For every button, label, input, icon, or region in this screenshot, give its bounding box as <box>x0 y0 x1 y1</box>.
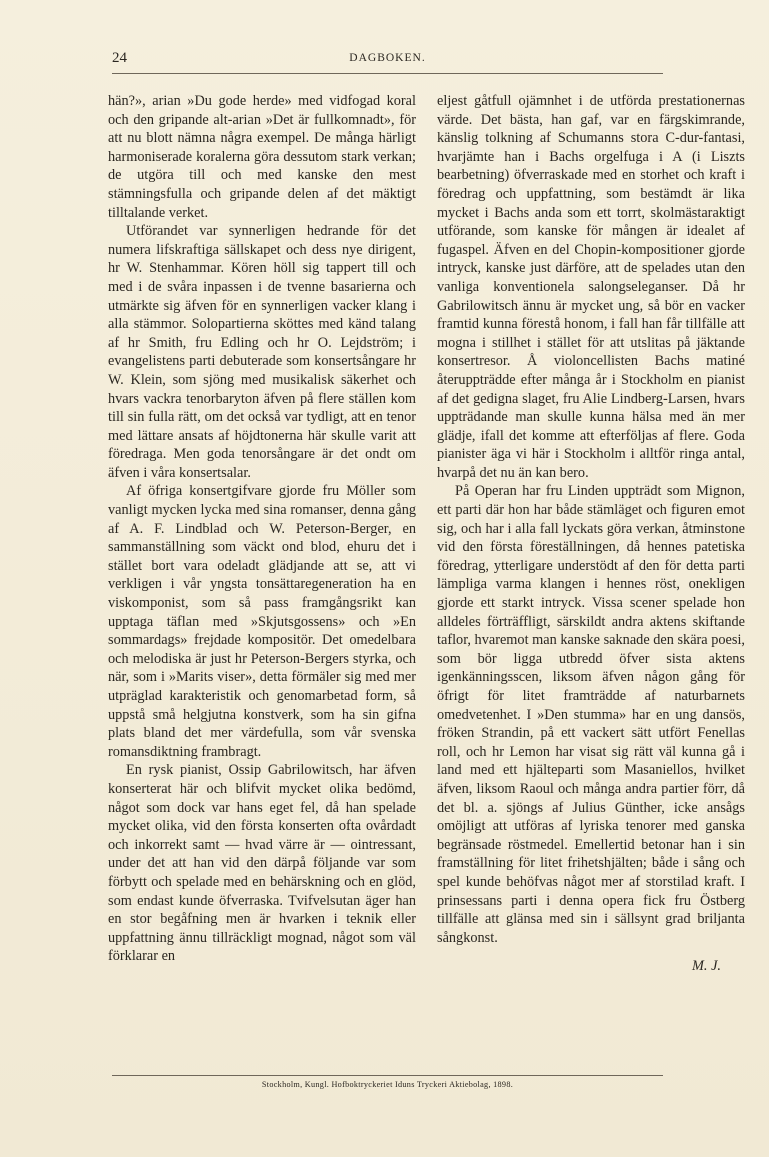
paragraph: En rysk pianist, Ossip Gabrilowitsch, har äfven konserterat här och blifvit mycket olika bedömd, något som dock var hans eget fel, då han spelade mycket olika, vid den första konserten ofta ovårdadt och inkorrekt samt — hvad värre är — ointressant, under det att han vid den därpå följande var som förbytt och spelade med en behärskning och en glöd, som endast kunde öfverraska. Tvifvelsutan äger han en stor begåfning men är hvarken i teknik eller uppfattning ännu tillräckligt mognad, något som väl förklarar en <box>108 762 416 965</box>
running-title: DAGBOKEN. <box>349 52 426 64</box>
right-column <box>437 92 745 976</box>
left-column <box>108 92 416 966</box>
paragraph: På Operan har fru Linden uppträdt som Mignon, ett parti där hon har både stämläget och figuren emot sig, och har i alla fall lyckats göra verkan, åtminstone vid den första föreställningen, då hennes patetiska föredrag, ytterligare understödt af den för detta parti lämpliga varma klangen i hennes röst, onekligen gjorde ett starkt intryck. Vissa scener spelade hon alldeles förträffligt, särskildt andra aktens skiftande taflor, hvaremot man kanske saknade den skära poesi, som bör ligga utbredd öfver sista aktens igenkänningsscen, liksom äfven någon gång för öfrigt för litet framträdde af naturbarnets omedvetenhet. I »Den stumma» har en ung dansös, fröken Strandin, på ett vackert sätt utfört Fenellas roll, och hr Lemon har visat sig rätt väl kunna gå i land med ett hjälteparti som Masaniellos, hvilket äfven, liksom Raoul och många andra partier förr, då det bl. a. sjöngs af Julius Günther, icke ansågs omöjligt att utföras af lyriska tenorer med ganska begränsade röstmedel. Emellertid betonar han i sin framställning för litet frihetshjälten; både i sång och spel kunde behöfvas något mer af storstilad kraft. I prinsessans parti i denna opera fick fru Östberg tillfälle att glänsa med sin i sällsynt grad briljanta sångkonst. <box>437 483 745 946</box>
text-columns <box>108 92 745 1072</box>
author-signature: M. J. <box>692 958 721 975</box>
paragraph: Af öfriga konsertgifvare gjorde fru Möller som vanligt mycken lycka med sina romanser, denna gång af A. F. Lindblad och W. Peterson-Berger, en sammanställning som väckt ond blod, ehuru det i stället bort vara odeladt glädjande att se, att vi verkligen i vår yngsta tonsättaregeneration ha en viskomponist, som så pass framgångsrikt kan upptaga täflan med »Skjutsgossens» och »En sommardags» frejdade kompositör. Det omedelbara och melodiska är just hr Peterson-Bergers styrka, och när, som i »Marits viser», detta förmäler sig med mer utpräglad karakteristik och genomarbetad form, så uppstå små helgjutna konstverk, som ha sin gifna plats bland det mer värdefulla, som vår svenska romansdiktning frambragt. <box>108 483 416 760</box>
footer-rule <box>112 1075 663 1076</box>
page-number: 24 <box>112 50 127 66</box>
paragraph: Utförandet var synnerligen hedrande för det numera lifskraftiga sällskapet och dess nye dirigent, hr W. Stenhammar. Kören höll sig tappert till och med i de svåra inpassen i de tvenne basarierna och utmärkte sig äfven för en synnerligen vacker klang i alla stämmor. Solopartierna sköttes med känd talang af hr Smith, fru Edling och hr O. Lejdström; i evangelistens parti debuterade som konsertsångare hr W. Klein, som sjöng med musikalisk säkerhet och hvars vackra tenorbaryton äfven på flere ställen kom till sin fulla rätt, om det också var tydligt, att en tenor med lättare ansats af höjdtonerna här skulle varit att föredraga. Men goda tenorsångare är det ondt om äfven i våra konsertsalar. <box>108 223 416 481</box>
header-rule <box>112 73 663 74</box>
paragraph: eljest gåtfull ojämnhet i de utförda prestationernas värde. Det bästa, han gaf, var en färgskimrande, känslig tolkning af Schumanns stora C-dur-fantasi, hvarjämte han i Bachs orgelfuga i A (i Liszts bearbetning) öfverraskade med en storhet och kraft i föredrag och uppfattning, som bestämdt är lika mycket i Bachs anda som ett torrt, skolmästaraktigt utförande, som kanske för mången är idealet af fugaspel. Äfven en del Chopin-kompositioner gjorde intryck, kanske just därföre, att de spelades utan den vanliga konventionela salongseleganser. Då hr Gabrilowitsch ännu är mycket ung, så bör en vacker framtid kunna förestå honom, i fall han får tillfälle att mogna i stillhet i stället för att utslitas på jäktande konsertresor. Å violoncellisten Bachs matiné återuppträdde efter många år i Stockholm en pianist af det gedigna slaget, fru Alie Lindberg-Larsen, hvars uppträdande man skulle kunna hälsa med än mer glädje, ifall det komme att efterföljas af flere. Goda pianister äga vi här i Stockholm i alltför ringa antal, hvarpå det nu än kan bero. <box>437 93 745 481</box>
page-header <box>112 50 663 72</box>
printer-imprint: Stockholm, Kungl. Hofboktryckeriet Iduns Tryckeri Aktiebolag, 1898. <box>261 1080 514 1089</box>
paragraph: hän?», arian »Du gode herde» med vidfogad koral och den gripande alt-arian »Det är fullkomnadt», för att nu blott nämna några exempel. De många härligt harmoniserade koralerna göra dessutom stark verkan; de utgöra till och med kanske den mest stämningsfulla och gripande delen af det mäktigt tilltalande verket. <box>108 93 416 221</box>
